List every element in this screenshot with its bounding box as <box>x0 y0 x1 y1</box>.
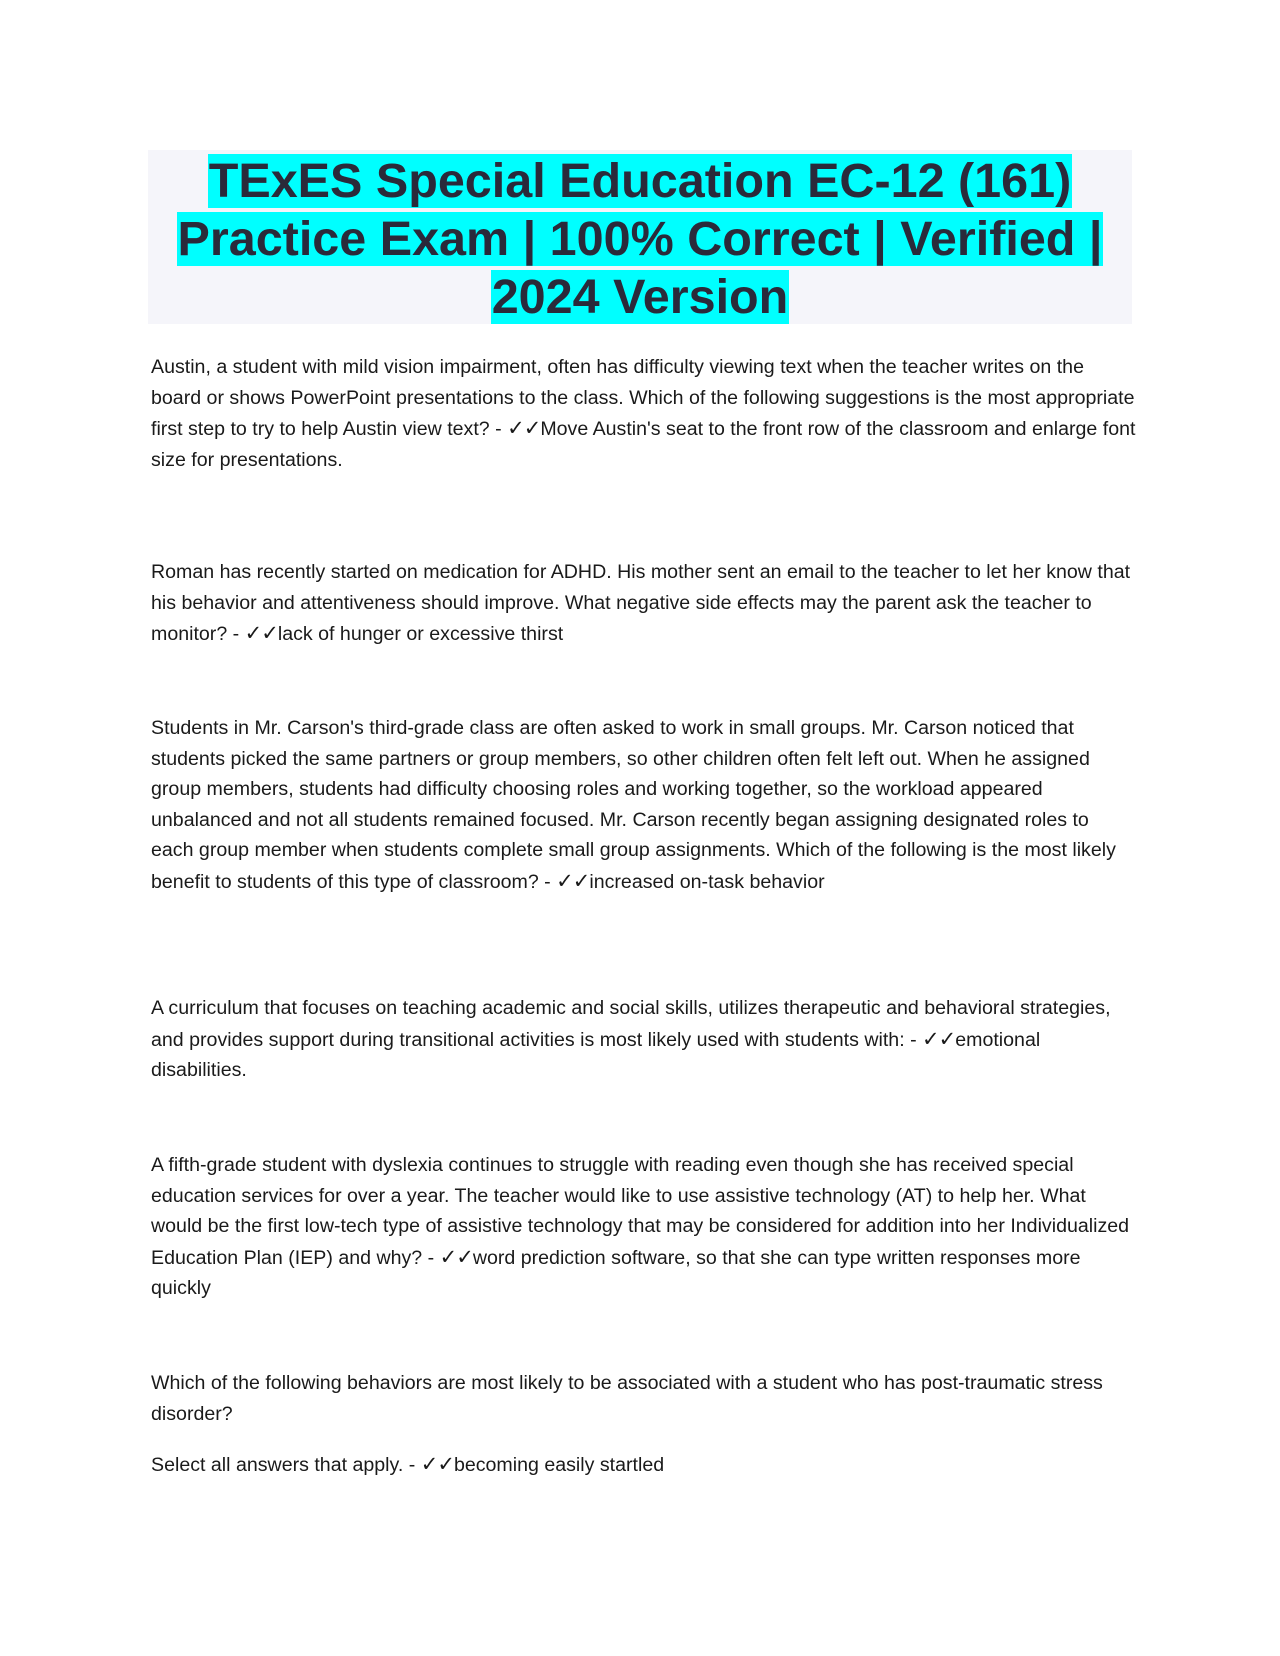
question-text: A fifth-grade student with dyslexia continues to struggle with reading even though she has received special education services for over a year. The teacher would like to use assistive technology (AT) to help her. What would be the first low-tech type of assistive technology that may be considered for addition into her Individualized Education Plan (IEP) and why? - <box>151 1154 1130 1269</box>
document-title-box <box>148 150 1132 324</box>
document-title <box>148 152 1132 326</box>
check-icon: ✓✓ <box>420 1452 454 1476</box>
title-line-1: TExES Special Education EC-12 (161) <box>208 154 1072 208</box>
check-icon: ✓✓ <box>556 868 590 893</box>
answer-text: becoming easily startled <box>453 1454 665 1476</box>
sub-question-text: Select all answers that apply. - <box>151 1454 421 1476</box>
qa-item-1 <box>151 352 1136 475</box>
check-icon: ✓✓ <box>439 1244 473 1269</box>
answer-text: increased on-task behavior <box>589 870 825 893</box>
title-line-3: 2024 Version <box>491 270 789 324</box>
qa-item-4 <box>151 993 1136 1086</box>
answer-text: word prediction software, so that she can type written responses more quickly <box>151 1246 1081 1299</box>
question-text: Austin, a student with mild vision impairment, often has difficulty viewing text when the teacher writes on the board or shows PowerPoint presentations to the class. Which of the following suggestions is the most appropriate first step to try to help Austin view text? - <box>151 356 1135 440</box>
title-line-2: Practice Exam | 100% Correct | Verified | <box>177 212 1103 266</box>
answer-text: emotional disabilities. <box>151 1028 1041 1081</box>
qa-item-3 <box>151 713 1136 897</box>
answer-text: lack of hunger or excessive thirst <box>277 623 564 645</box>
question-text: Students in Mr. Carson's third-grade class are often asked to work in small groups. Mr. Carson noticed that students picked the same partners or group members, so other children often felt left out. When he assigned group members, students had difficulty choosing roles and working together, so the workload appeared unbalanced and not all students remained focused. Mr. Carson recently began assigning designated roles to each group member when students complete small group assignments. Which of the following is the most likely benefit to students of this type of classroom? - <box>151 717 1116 893</box>
question-text: Which of the following behaviors are most likely to be associated with a student who has post-traumatic stress disorder? <box>151 1372 1103 1425</box>
check-icon: ✓✓ <box>922 1026 956 1051</box>
qa-item-2 <box>151 557 1136 650</box>
check-icon: ✓✓ <box>507 416 541 440</box>
check-icon: ✓✓ <box>244 621 278 645</box>
answer-text: Move Austin's seat to the front row of the classroom and enlarge font size for presentations. <box>151 418 1136 471</box>
question-text: Roman has recently started on medication for ADHD. His mother sent an email to the teacher to let her know that his behavior and attentiveness should improve. What negative side effects may the parent ask the teacher to monitor? - <box>151 561 1131 645</box>
qa-item-6 <box>151 1368 1136 1481</box>
question-text: A curriculum that focuses on teaching academic and social skills, utilizes therapeutic and behavioral strategies, and provides support during transitional activities is most likely used with students with: - <box>151 997 1111 1051</box>
qa-item-5 <box>151 1150 1136 1304</box>
